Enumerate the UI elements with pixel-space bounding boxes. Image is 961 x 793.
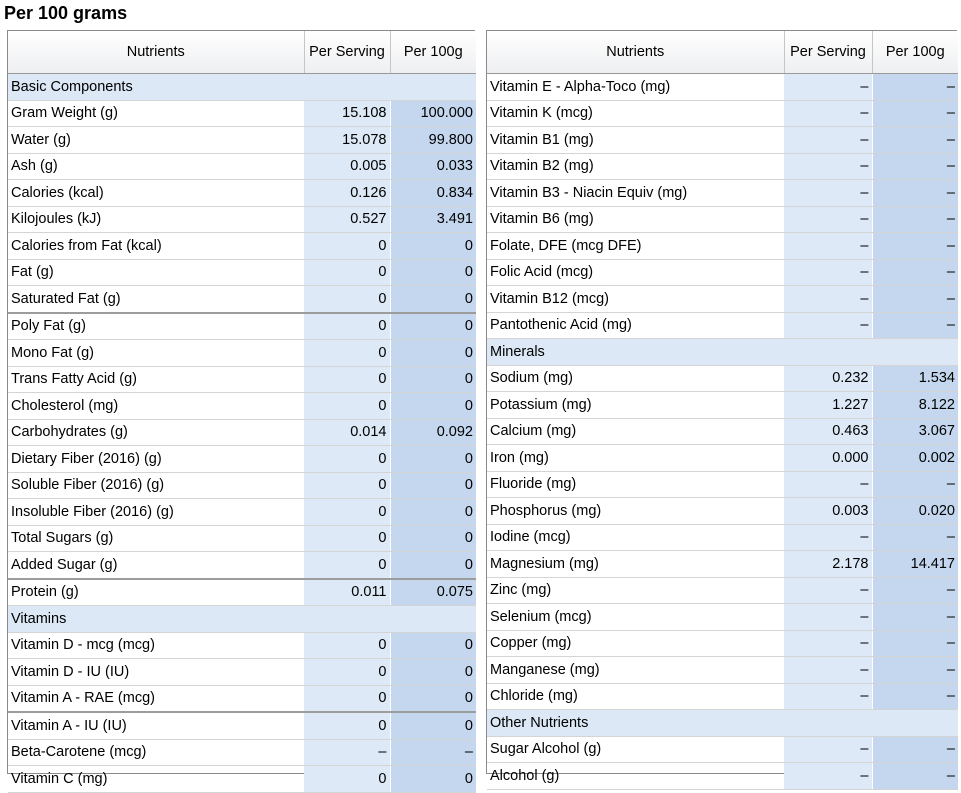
per-serving-value: 0	[304, 766, 390, 793]
per-100g-value: –	[872, 736, 958, 763]
per-100g-value: –	[872, 127, 958, 154]
header-per-serving[interactable]: Per Serving	[784, 31, 872, 74]
per-100g-value: 0	[390, 472, 476, 499]
table-body	[8, 74, 476, 793]
table-row	[487, 392, 958, 419]
per-serving-value: 0.527	[304, 206, 390, 233]
per-serving-value: 2.178	[784, 551, 872, 578]
per-serving-value: 15.078	[304, 127, 390, 154]
nutrient-name: Saturated Fat (g)	[8, 286, 304, 313]
per-serving-value: 0.463	[784, 418, 872, 445]
per-serving-value: –	[304, 739, 390, 766]
per-serving-value: –	[784, 471, 872, 498]
nutrient-name: Folate, DFE (mcg DFE)	[487, 233, 784, 260]
per-serving-value: 0	[304, 313, 390, 340]
table-row	[487, 418, 958, 445]
table-row	[487, 657, 958, 684]
table-row	[8, 579, 476, 606]
nutrient-name: Fluoride (mg)	[487, 471, 784, 498]
per-serving-value: 0.011	[304, 579, 390, 606]
per-serving-value: 0	[304, 552, 390, 579]
table-row	[8, 766, 476, 793]
table-header-row	[8, 31, 476, 74]
per-100g-value: 14.417	[872, 551, 958, 578]
nutrient-name: Vitamin C (mg)	[8, 766, 304, 793]
table-row	[8, 446, 476, 473]
per-serving-value: –	[784, 312, 872, 339]
section-header-row	[487, 339, 958, 366]
nutrient-name: Chloride (mg)	[487, 683, 784, 710]
table-row	[8, 525, 476, 552]
per-serving-value: 0	[304, 685, 390, 712]
per-100g-value: 0	[390, 632, 476, 659]
per-100g-value: –	[390, 739, 476, 766]
per-100g-value: 0	[390, 340, 476, 367]
per-serving-value: –	[784, 604, 872, 631]
per-100g-value: 0	[390, 233, 476, 260]
per-serving-value: –	[784, 763, 872, 790]
nutrient-name: Potassium (mg)	[487, 392, 784, 419]
table-row	[8, 286, 476, 313]
nutrient-name: Water (g)	[8, 127, 304, 154]
per-100g-value: 0	[390, 712, 476, 739]
per-100g-value: 99.800	[390, 127, 476, 154]
section-header-row	[8, 606, 476, 633]
table-row	[487, 259, 958, 286]
per-100g-value: –	[872, 471, 958, 498]
table-row	[8, 659, 476, 686]
per-100g-value: 0.092	[390, 419, 476, 446]
per-100g-value: 0.002	[872, 445, 958, 472]
table-row	[487, 736, 958, 763]
per-serving-value: 0.232	[784, 365, 872, 392]
per-100g-value: 0	[390, 313, 476, 340]
per-serving-value: –	[784, 153, 872, 180]
per-serving-value: –	[784, 630, 872, 657]
per-serving-value: –	[784, 683, 872, 710]
header-per-serving[interactable]: Per Serving	[304, 31, 390, 74]
nutrient-name: Vitamin A - IU (IU)	[8, 712, 304, 739]
nutrient-name: Magnesium (mg)	[487, 551, 784, 578]
nutrient-name: Iron (mg)	[487, 445, 784, 472]
per-serving-value: –	[784, 259, 872, 286]
header-nutrients[interactable]: Nutrients	[8, 31, 304, 74]
table-row	[487, 524, 958, 551]
per-100g-value: 0	[390, 766, 476, 793]
nutrient-name: Calcium (mg)	[487, 418, 784, 445]
per-100g-value: –	[872, 259, 958, 286]
per-serving-value: 0	[304, 366, 390, 393]
per-100g-value: 8.122	[872, 392, 958, 419]
per-serving-value: 0.005	[304, 153, 390, 180]
table-row	[8, 499, 476, 526]
per-100g-value: –	[872, 100, 958, 127]
per-100g-value: –	[872, 206, 958, 233]
nutrient-name: Manganese (mg)	[487, 657, 784, 684]
header-nutrients[interactable]: Nutrients	[487, 31, 784, 74]
per-100g-value: –	[872, 577, 958, 604]
table-row	[8, 206, 476, 233]
table-row	[487, 683, 958, 710]
nutrient-name: Sodium (mg)	[487, 365, 784, 392]
nutrient-name: Soluble Fiber (2016) (g)	[8, 472, 304, 499]
table-row	[487, 127, 958, 154]
per-100g-value: 0.033	[390, 153, 476, 180]
per-serving-value: –	[784, 100, 872, 127]
table-row	[8, 685, 476, 712]
table-row	[487, 498, 958, 525]
table-row	[487, 312, 958, 339]
table-row	[487, 630, 958, 657]
section-fill	[784, 339, 958, 366]
per-100g-value: 0	[390, 552, 476, 579]
nutrient-name: Mono Fat (g)	[8, 340, 304, 367]
per-100g-value: –	[872, 286, 958, 313]
per-100g-value: –	[872, 180, 958, 207]
per-serving-value: 0	[304, 712, 390, 739]
nutrient-name: Kilojoules (kJ)	[8, 206, 304, 233]
per-100g-value: 0	[390, 259, 476, 286]
per-serving-value: –	[784, 577, 872, 604]
nutrient-name: Zinc (mg)	[487, 577, 784, 604]
table-row	[8, 259, 476, 286]
nutrient-name: Trans Fatty Acid (g)	[8, 366, 304, 393]
table-row	[487, 445, 958, 472]
table-row	[487, 153, 958, 180]
nutrient-name: Calories (kcal)	[8, 180, 304, 207]
per-100g-value: 100.000	[390, 100, 476, 127]
per-serving-value: 0	[304, 472, 390, 499]
table-row	[487, 763, 958, 790]
nutrient-name: Dietary Fiber (2016) (g)	[8, 446, 304, 473]
per-serving-value: 1.227	[784, 392, 872, 419]
per-100g-value: 0	[390, 685, 476, 712]
table-row	[8, 127, 476, 154]
nutrient-name: Sugar Alcohol (g)	[487, 736, 784, 763]
nutrient-name: Vitamin B1 (mg)	[487, 127, 784, 154]
nutrient-name: Cholesterol (mg)	[8, 393, 304, 420]
table-row	[8, 233, 476, 260]
table-row	[487, 577, 958, 604]
table-row	[8, 712, 476, 739]
nutrient-name: Carbohydrates (g)	[8, 419, 304, 446]
nutrient-name: Ash (g)	[8, 153, 304, 180]
nutrient-name: Protein (g)	[8, 579, 304, 606]
per-100g-value: 0.834	[390, 180, 476, 207]
section-title: Minerals	[487, 339, 784, 366]
per-serving-value: –	[784, 127, 872, 154]
page-title: Per 100 grams	[4, 3, 128, 23]
table-row	[8, 340, 476, 367]
table-row	[8, 366, 476, 393]
per-100g-value: 0	[390, 446, 476, 473]
table-row	[487, 604, 958, 631]
per-serving-value: –	[784, 206, 872, 233]
per-100g-value: 3.491	[390, 206, 476, 233]
per-serving-value: 0	[304, 286, 390, 313]
table-row	[8, 180, 476, 207]
per-100g-value: 0	[390, 659, 476, 686]
per-100g-value: –	[872, 630, 958, 657]
per-100g-value: 1.534	[872, 365, 958, 392]
table-row	[8, 100, 476, 127]
per-100g-value: –	[872, 74, 958, 101]
nutrient-name: Vitamin D - IU (IU)	[8, 659, 304, 686]
table-row	[8, 393, 476, 420]
per-serving-value: –	[784, 180, 872, 207]
table-row	[8, 313, 476, 340]
nutrient-name: Gram Weight (g)	[8, 100, 304, 127]
section-header-row	[8, 74, 476, 101]
per-100g-value: 0	[390, 366, 476, 393]
table-row	[487, 100, 958, 127]
nutrient-name: Fat (g)	[8, 259, 304, 286]
nutrient-name: Iodine (mcg)	[487, 524, 784, 551]
table-row	[8, 419, 476, 446]
nutrient-name: Vitamin E - Alpha-Toco (mg)	[487, 74, 784, 101]
per-100g-value: 0.020	[872, 498, 958, 525]
per-serving-value: –	[784, 524, 872, 551]
per-serving-value: –	[784, 736, 872, 763]
nutrient-name: Vitamin B2 (mg)	[487, 153, 784, 180]
per-100g-value: –	[872, 657, 958, 684]
nutrient-name: Vitamin B3 - Niacin Equiv (mg)	[487, 180, 784, 207]
nutrient-name: Poly Fat (g)	[8, 313, 304, 340]
table-row	[487, 206, 958, 233]
table-row	[487, 180, 958, 207]
nutrient-name: Phosphorus (mg)	[487, 498, 784, 525]
nutrient-name: Total Sugars (g)	[8, 525, 304, 552]
nutrient-name: Added Sugar (g)	[8, 552, 304, 579]
nutrient-name: Copper (mg)	[487, 630, 784, 657]
table-row	[8, 739, 476, 766]
per-serving-value: 0	[304, 499, 390, 526]
nutrients-table-left	[7, 30, 475, 787]
table-body	[487, 74, 958, 790]
nutrient-name: Calories from Fat (kcal)	[8, 233, 304, 260]
table-row	[487, 286, 958, 313]
per-serving-value: –	[784, 286, 872, 313]
per-100g-value: 0	[390, 499, 476, 526]
per-100g-value: –	[872, 763, 958, 790]
nutrient-name: Vitamin K (mcg)	[487, 100, 784, 127]
table-header-row	[487, 31, 958, 74]
per-100g-value: –	[872, 604, 958, 631]
per-serving-value: 0.000	[784, 445, 872, 472]
table-row	[487, 471, 958, 498]
nutrient-name: Vitamin B6 (mg)	[487, 206, 784, 233]
per-100g-value: 0	[390, 525, 476, 552]
table-row	[8, 552, 476, 579]
per-serving-value: 0.003	[784, 498, 872, 525]
section-fill	[304, 74, 476, 101]
per-serving-value: –	[784, 657, 872, 684]
table-row	[487, 74, 958, 101]
table-row	[8, 472, 476, 499]
nutrient-name: Selenium (mcg)	[487, 604, 784, 631]
per-serving-value: 0.014	[304, 419, 390, 446]
per-serving-value: 0	[304, 525, 390, 552]
nutrient-name: Insoluble Fiber (2016) (g)	[8, 499, 304, 526]
per-serving-value: 0	[304, 632, 390, 659]
per-100g-value: –	[872, 524, 958, 551]
per-serving-value: 0	[304, 393, 390, 420]
section-header-row	[487, 710, 958, 737]
table-row	[487, 233, 958, 260]
per-serving-value: 0	[304, 340, 390, 367]
section-title: Basic Components	[8, 74, 304, 101]
per-100g-value: 3.067	[872, 418, 958, 445]
section-fill	[304, 606, 476, 633]
table-row	[8, 153, 476, 180]
per-serving-value: 0.126	[304, 180, 390, 207]
per-100g-value: 0.075	[390, 579, 476, 606]
nutrient-name: Vitamin A - RAE (mcg)	[8, 685, 304, 712]
per-serving-value: 0	[304, 259, 390, 286]
table-row	[8, 632, 476, 659]
nutrient-name: Beta-Carotene (mcg)	[8, 739, 304, 766]
per-100g-value: 0	[390, 393, 476, 420]
per-serving-value: 15.108	[304, 100, 390, 127]
nutrient-name: Alcohol (g)	[487, 763, 784, 790]
nutrient-name: Vitamin D - mcg (mcg)	[8, 632, 304, 659]
per-100g-value: –	[872, 312, 958, 339]
per-serving-value: –	[784, 74, 872, 101]
per-serving-value: 0	[304, 233, 390, 260]
nutrient-name: Pantothenic Acid (mg)	[487, 312, 784, 339]
nutrients-table-right	[486, 30, 957, 784]
section-title: Other Nutrients	[487, 710, 784, 737]
per-serving-value: –	[784, 233, 872, 260]
table-row	[487, 551, 958, 578]
per-serving-value: 0	[304, 446, 390, 473]
nutrient-name: Vitamin B12 (mcg)	[487, 286, 784, 313]
nutrient-name: Folic Acid (mcg)	[487, 259, 784, 286]
per-serving-value: 0	[304, 659, 390, 686]
header-per-100g[interactable]: Per 100g	[872, 31, 958, 74]
table-row	[487, 365, 958, 392]
header-per-100g[interactable]: Per 100g	[390, 31, 476, 74]
per-100g-value: 0	[390, 286, 476, 313]
per-100g-value: –	[872, 683, 958, 710]
per-100g-value: –	[872, 233, 958, 260]
section-fill	[784, 710, 958, 737]
per-100g-value: –	[872, 153, 958, 180]
section-title: Vitamins	[8, 606, 304, 633]
